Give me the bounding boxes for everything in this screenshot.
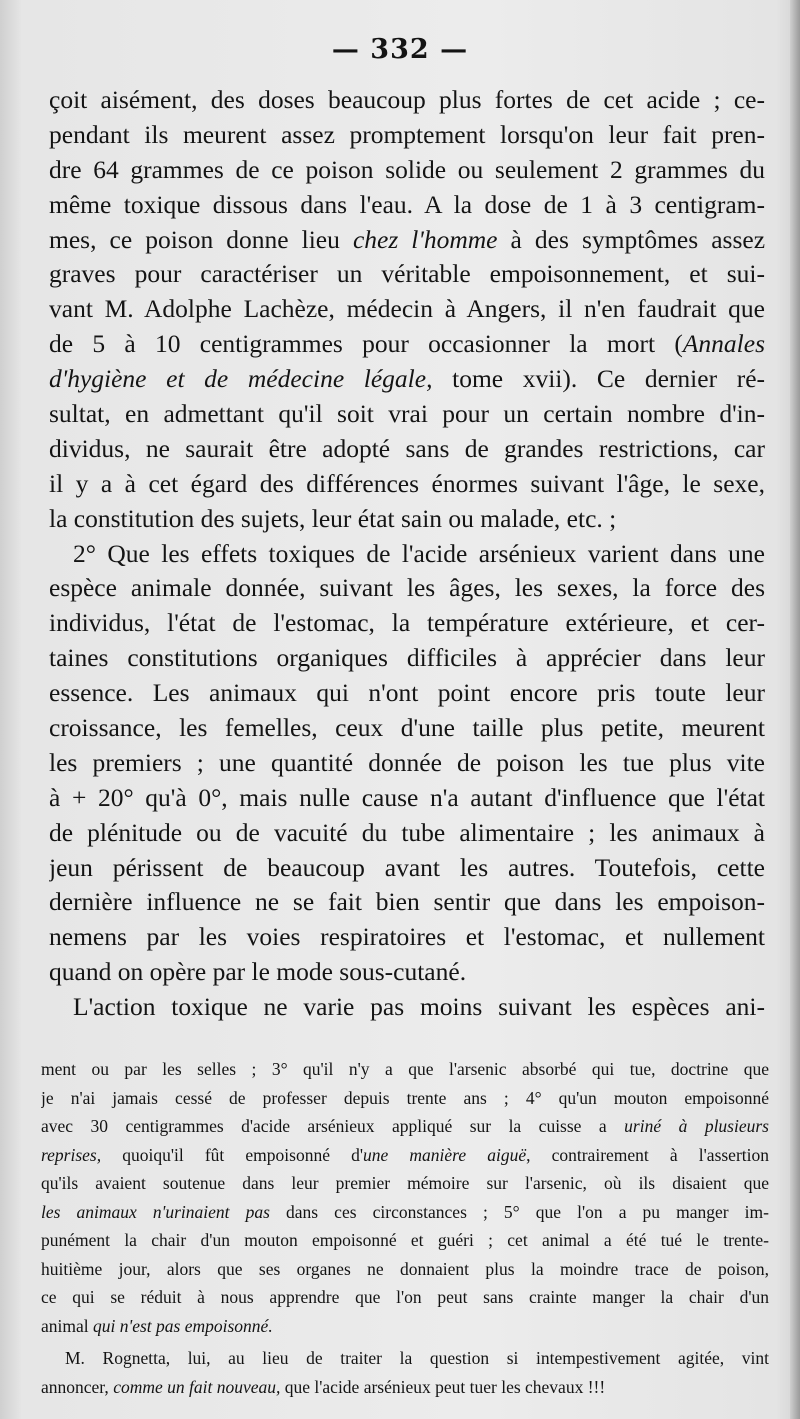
text-line: dividus, ne saurait être adopté sans de grandes restrictions, car [49,433,765,463]
text-line: la constitution des sujets, leur état sain ou malade, etc. ; [49,503,617,533]
note-line: ce qui se réduit à nous apprendre que l'on peut sans crainte manger la chair d'un [41,1287,769,1307]
text-line: 2° Que les effets toxiques de l'acide arsénieux varient dans une [73,538,765,568]
text-line: L'action toxique ne varie pas moins suivant les espèces ani- [73,992,765,1022]
text-line: çoit aisément, des doses beaucoup plus fortes de cet acide ; ce- [49,85,765,114]
text-line: jeun périssent de beaucoup avant les autres. Toutefois, cette [49,852,765,882]
text-line: graves pour caractériser un véritable empoisonnement, et sui- [49,259,765,289]
note-line: je n'ai jamais cessé de professer depuis trente ans ; 4° qu'un mouton empoisonné [41,1087,769,1108]
text-line: individus, l'état de l'estomac, la température extérieure, et cer- [49,608,765,638]
note-text [41,1055,769,1401]
page-binding-edge [790,0,800,1419]
text-line: de 5 à 10 centigrammes pour occasionner la mort (Annales [49,329,765,359]
text-line: quand on opère par le mode sous-cutané. [49,957,467,987]
note-line: qu'ils avaient soutenue dans leur premier mémoire sur l'arsenic, où ils disaient que [41,1173,769,1193]
text-line: de plénitude ou de vacuité du tube alimentaire ; les animaux à [49,817,765,847]
page-number: — 332 — [331,34,469,65]
note-line: les animaux n'urinaient pas dans ces circonstances ; 5° que l'on a pu manger im- [41,1201,769,1222]
note-line: avec 30 centigrammes d'acide arsénieux appliqué sur la cuisse a uriné à plusieurs [41,1116,769,1136]
text-line: essence. Les animaux qui n'ont point encore pris toute leur [49,678,765,708]
note-line: reprises, quoiqu'il fût empoisonné d'une manière aiguë, contrairement à l'assertion [41,1144,769,1165]
note-line: punément la chair d'un mouton empoisonné et guéri ; cet animal a été tué le trente- [41,1230,769,1250]
text-line: même toxique dissous dans l'eau. A la dose de 1 à 3 centigram- [49,189,765,219]
note-line: M. Rognetta, lui, au lieu de traiter la question si intempestivement agitée, vint [65,1348,769,1368]
text-line: nemens par les voies respiratoires et l'estomac, et nullement [49,922,765,952]
main-text [49,83,765,1025]
text-line: les premiers ; une quantité donnée de poison les tue plus vite [49,747,765,777]
text-line: dernière influence ne se fait bien sentir que dans les empoison- [49,887,765,917]
text-line: mes, ce poison donne lieu chez l'homme à des symptômes assez [49,224,765,254]
text-line: sultat, en admettant qu'il soit vrai pour un certain nombre d'in- [49,399,765,429]
text-line: dre 64 grammes de ce poison solide ou seulement 2 grammes du [49,154,765,184]
note-line: ment ou par les selles ; 3° qu'il n'y a que l'arsenic absorbé qui tue, doctrine que [41,1059,769,1079]
note-line: animal qui n'est pas empoisonné. [41,1315,273,1336]
text-line: il y a à cet égard des différences énormes suivant l'âge, le sexe, [49,468,765,498]
text-line: taines constitutions organiques difficiles à apprécier dans leur [49,643,765,673]
note-line: huitième jour, alors que ses organes ne donnaient plus la moindre trace de poison, [41,1258,769,1279]
text-line: espèce animale donnée, suivant les âges, les sexes, la force des [49,573,765,603]
note-line: annoncer, comme un fait nouveau, que l'acide arsénieux peut tuer les chevaux !!! [41,1376,606,1397]
text-line: pendant ils meurent assez promptement lorsqu'on leur fait pren- [49,119,765,149]
text-line: à + 20° qu'à 0°, mais nulle cause n'a autant d'influence que l'état [49,782,765,812]
text-line: vant M. Adolphe Lachèze, médecin à Angers, il n'en faudrait que [49,294,765,324]
text-line: d'hygiène et de médecine légale, tome xvii). Ce dernier ré- [49,364,765,394]
text-line: croissance, les femelles, ceux d'une taille plus petite, meurent [49,713,765,743]
